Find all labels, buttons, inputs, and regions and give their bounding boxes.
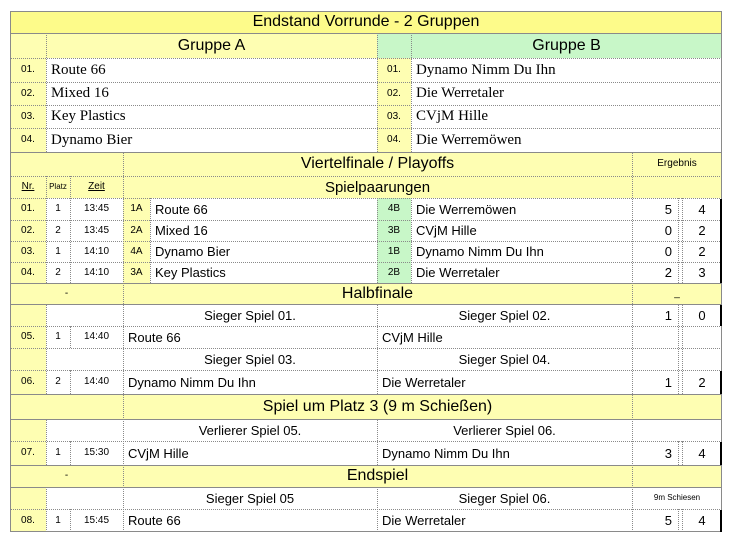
score-home: 5	[632, 198, 678, 220]
semi-label-gap	[10, 348, 46, 370]
match-platz: 2	[46, 220, 70, 241]
match-time: 15:45	[70, 509, 123, 532]
group-b-corner	[377, 33, 411, 58]
score-home: 1	[632, 304, 678, 326]
home-team: Dynamo Nimm Du Ihn	[123, 370, 377, 394]
away-seed: 3B	[377, 220, 411, 241]
away-team: Die Werremöwen	[411, 198, 632, 220]
match-time: 14:40	[70, 326, 123, 348]
match-nr: 03.	[10, 241, 46, 262]
home-seed: 4A	[123, 241, 150, 262]
sheet-title: Endstand Vorrunde - 2 Gruppen	[10, 11, 722, 33]
score-home: 1	[632, 370, 678, 394]
match-platz: 1	[46, 441, 70, 465]
group-b-team: Die Werretaler	[411, 82, 722, 105]
home-team: Route 66	[123, 509, 377, 532]
semi2-away-label: Sieger Spiel 04.	[377, 348, 632, 370]
score-away: 3	[682, 262, 722, 283]
group-a-team: Route 66	[46, 58, 377, 82]
col-platz-header: Platz	[46, 176, 70, 198]
final-title: Endspiel	[123, 465, 632, 487]
group-b-header: Gruppe B	[411, 33, 722, 58]
group-a-corner	[10, 33, 46, 58]
group-a-rank: 03.	[10, 105, 46, 128]
match-nr: 05.	[10, 326, 46, 348]
score-away: 0	[682, 304, 722, 326]
score-away: 2	[682, 241, 722, 262]
final-away-label: Sieger Spiel 06.	[377, 487, 632, 509]
semi-marker-left: -	[10, 283, 123, 304]
col-zeit-header: Zeit	[70, 176, 123, 198]
home-team: Mixed 16	[150, 220, 377, 241]
home-seed: 2A	[123, 220, 150, 241]
semi-title: Halbfinale	[123, 283, 632, 304]
match-nr: 06.	[10, 370, 46, 394]
away-team: CVjM Hille	[377, 326, 632, 348]
group-b-team: Dynamo Nimm Du Ihn	[411, 58, 722, 82]
away-team: Die Werretaler	[411, 262, 632, 283]
result-header: Ergebnis	[632, 152, 722, 176]
score-home: 2	[632, 262, 678, 283]
semi1-home-label: Sieger Spiel 01.	[123, 304, 377, 326]
away-team: Die Werretaler	[377, 509, 632, 532]
away-team: Dynamo Nimm Du Ihn	[411, 241, 632, 262]
match-nr: 02.	[10, 220, 46, 241]
match-nr: 04.	[10, 262, 46, 283]
quarter-corner	[10, 152, 123, 176]
group-b-rank: 01.	[377, 58, 411, 82]
pairings-header: Spielpaarungen	[123, 176, 632, 198]
score-away: 4	[682, 198, 722, 220]
match-platz: 1	[46, 326, 70, 348]
match-time: 14:10	[70, 262, 123, 283]
group-a-team: Key Plastics	[46, 105, 377, 128]
match-nr: 07.	[10, 441, 46, 465]
group-a-rank: 02.	[10, 82, 46, 105]
score-gap	[632, 419, 722, 441]
score-gap	[632, 326, 722, 348]
third-corner	[10, 394, 123, 419]
match-platz: 1	[46, 241, 70, 262]
group-a-rank: 04.	[10, 128, 46, 152]
third-title: Spiel um Platz 3 (9 m Schießen)	[123, 394, 632, 419]
quarter-title: Viertelfinale / Playoffs	[123, 152, 632, 176]
result-subheader	[632, 176, 722, 198]
match-platz: 2	[46, 370, 70, 394]
final-result-corner	[632, 465, 722, 487]
score-home: 0	[632, 220, 678, 241]
away-team: Die Werretaler	[377, 370, 632, 394]
group-b-rank: 04.	[377, 128, 411, 152]
match-nr: 08.	[10, 509, 46, 532]
match-time: 13:45	[70, 220, 123, 241]
score-home: 5	[632, 509, 678, 532]
semi-label-gap	[10, 304, 46, 326]
semi1-away-label: Sieger Spiel 02.	[377, 304, 632, 326]
third-away-label: Verlierer Spiel 06.	[377, 419, 632, 441]
semi-marker-right: _	[632, 283, 722, 304]
final-note: 9m Schiesen	[632, 487, 722, 509]
score-gap	[632, 348, 722, 370]
third-label-gap	[10, 419, 46, 441]
final-home-label: Sieger Spiel 05	[123, 487, 377, 509]
third-result-corner	[632, 394, 722, 419]
score-away: 2	[682, 220, 722, 241]
home-team: Key Plastics	[150, 262, 377, 283]
score-away: 4	[682, 509, 722, 532]
away-seed: 2B	[377, 262, 411, 283]
away-seed: 4B	[377, 198, 411, 220]
final-label-gap	[10, 487, 46, 509]
match-time: 14:10	[70, 241, 123, 262]
match-platz: 2	[46, 262, 70, 283]
third-home-label: Verlierer Spiel 05.	[123, 419, 377, 441]
score-home: 3	[632, 441, 678, 465]
home-team: Dynamo Bier	[150, 241, 377, 262]
home-seed: 1A	[123, 198, 150, 220]
match-platz: 1	[46, 509, 70, 532]
semi-label-gap	[46, 304, 123, 326]
match-time: 13:45	[70, 198, 123, 220]
away-team: CVjM Hille	[411, 220, 632, 241]
group-b-team: Die Werremöwen	[411, 128, 722, 152]
semi2-home-label: Sieger Spiel 03.	[123, 348, 377, 370]
score-away: 4	[682, 441, 722, 465]
final-label-gap	[46, 487, 123, 509]
group-a-rank: 01.	[10, 58, 46, 82]
col-nr-header: Nr.	[10, 176, 46, 198]
match-platz: 1	[46, 198, 70, 220]
home-team: Route 66	[150, 198, 377, 220]
home-team: CVjM Hille	[123, 441, 377, 465]
group-b-team: CVjM Hille	[411, 105, 722, 128]
home-seed: 3A	[123, 262, 150, 283]
away-seed: 1B	[377, 241, 411, 262]
home-team: Route 66	[123, 326, 377, 348]
score-away: 2	[682, 370, 722, 394]
match-time: 15:30	[70, 441, 123, 465]
score-home: 0	[632, 241, 678, 262]
match-time: 14:40	[70, 370, 123, 394]
group-a-team: Mixed 16	[46, 82, 377, 105]
group-a-team: Dynamo Bier	[46, 128, 377, 152]
third-label-gap	[46, 419, 123, 441]
group-a-header: Gruppe A	[46, 33, 377, 58]
away-team: Dynamo Nimm Du Ihn	[377, 441, 632, 465]
match-nr: 01.	[10, 198, 46, 220]
semi-label-gap	[46, 348, 123, 370]
group-b-rank: 03.	[377, 105, 411, 128]
group-b-rank: 02.	[377, 82, 411, 105]
final-marker-left: -	[10, 465, 123, 487]
